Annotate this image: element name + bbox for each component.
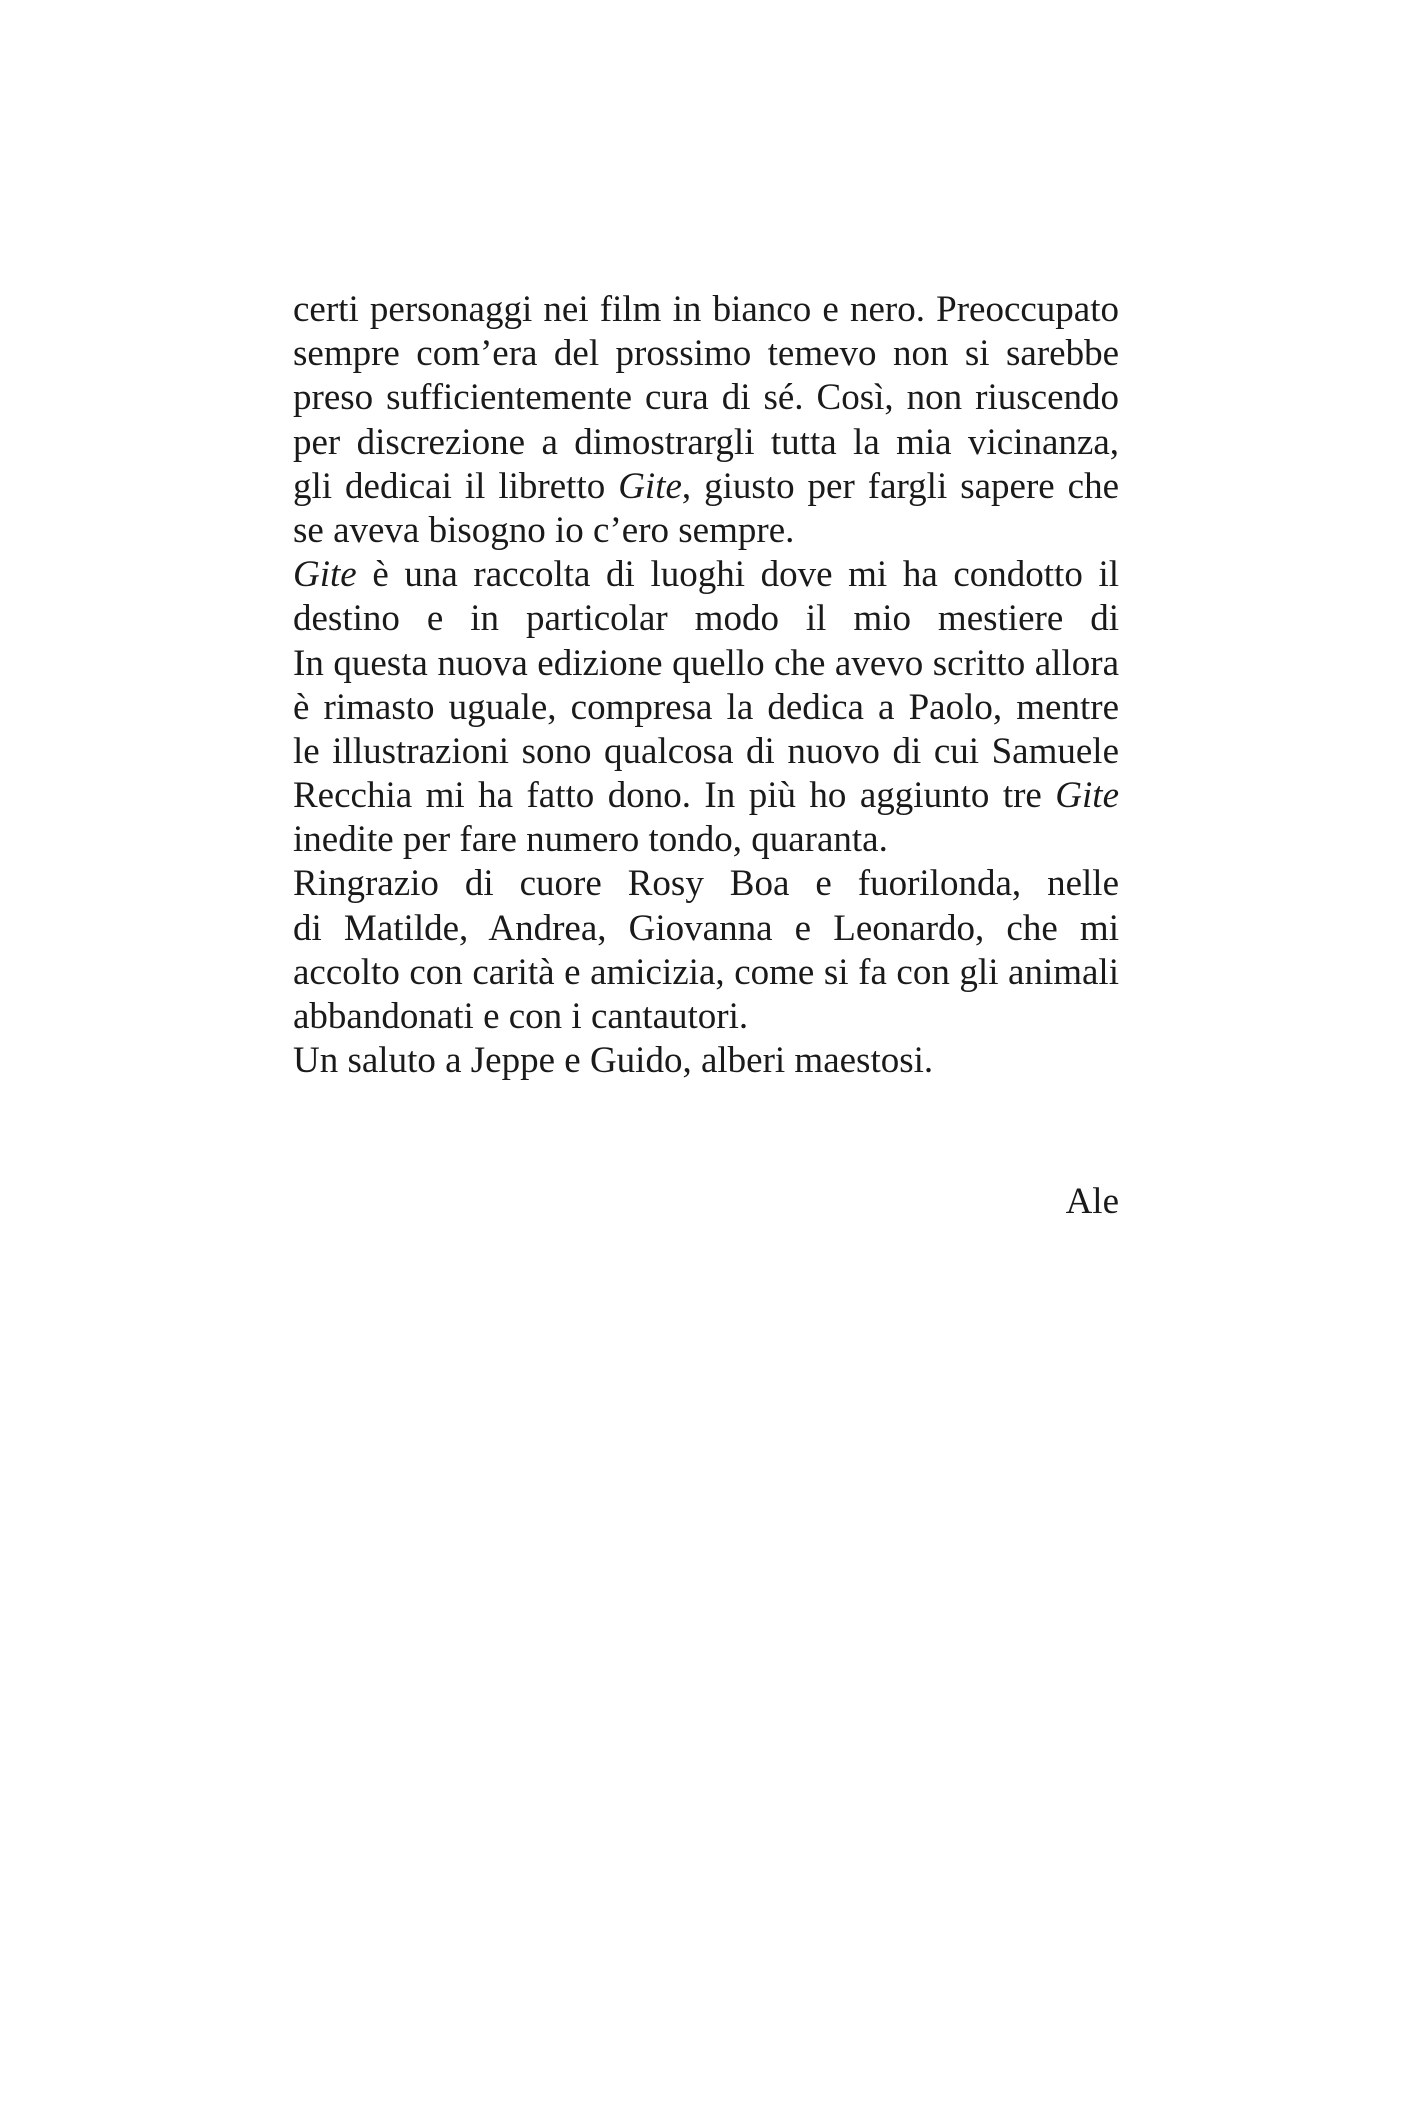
- italic-title: Gite: [293, 554, 357, 596]
- text-run: In questa nuova edizione quello che avevo scritto allora: [293, 642, 1119, 684]
- body-text: [293, 288, 1119, 1083]
- text-run: se aveva bisogno io c’ero sempre.: [293, 509, 795, 551]
- text-run: , giusto per fargli sapere che: [681, 465, 1119, 507]
- text-run: accolto con carità e amicizia, come si fa con gli animali: [293, 951, 1119, 993]
- text-line: [293, 421, 1119, 465]
- text-run: certi personaggi nei film in bianco e nero. Preoccupato: [293, 289, 1119, 330]
- text-run: destino e in particolar modo il mio mestiere di: [293, 598, 1119, 640]
- text-line: [293, 465, 1119, 509]
- text-run: di Matilde, Andrea, Giovanna e Leonardo, che mi: [293, 907, 1119, 949]
- text-line: [293, 730, 1119, 774]
- text-line: [293, 288, 1119, 332]
- text-line: [293, 951, 1119, 995]
- text-line: [293, 686, 1119, 730]
- signature: Ale: [1065, 1181, 1119, 1222]
- text-run: inedite per fare numero tondo, quaranta.: [293, 819, 888, 861]
- text-line: [293, 862, 1119, 906]
- text-run: è una raccolta di luoghi dove mi ha condotto il: [372, 554, 1119, 596]
- text-line: [293, 907, 1119, 951]
- text-line: [293, 332, 1119, 376]
- italic-title: Gite: [618, 465, 682, 507]
- italic-title: Gite: [1055, 775, 1119, 817]
- text-run: sempre com’era del prossimo temevo non si sarebbe: [293, 333, 1119, 375]
- text-line: [293, 1039, 1119, 1083]
- text-run: è rimasto uguale, compresa la dedica a Paolo, mentre: [293, 686, 1119, 728]
- text-run: Recchia mi ha fatto dono. In più ho aggiunto tre: [293, 775, 1056, 817]
- text-run: Un saluto a Jeppe e Guido, alberi maestosi.: [293, 1040, 934, 1082]
- text-run: preso sufficientemente cura di sé. Così, non riuscendo: [293, 377, 1119, 419]
- text-line: [293, 774, 1119, 818]
- text-run: per discrezione a dimostrargli tutta la mia vicinanza,: [293, 421, 1119, 463]
- text-line: [293, 553, 1119, 597]
- text-line: [293, 509, 1119, 553]
- text-run: abbandonati e con i cantautori.: [293, 996, 749, 1037]
- text-run: gli dedicai il libretto: [293, 465, 619, 507]
- text-line: [293, 995, 1119, 1039]
- text-line: [293, 818, 1119, 862]
- text-run: le illustrazioni sono qualcosa di nuovo di cui Samuele: [293, 730, 1119, 772]
- text-line: [293, 597, 1119, 641]
- text-line: [293, 642, 1119, 686]
- text-run: Ringrazio di cuore Rosy Boa e fuorilonda, nelle: [293, 863, 1119, 905]
- text-line: [293, 376, 1119, 420]
